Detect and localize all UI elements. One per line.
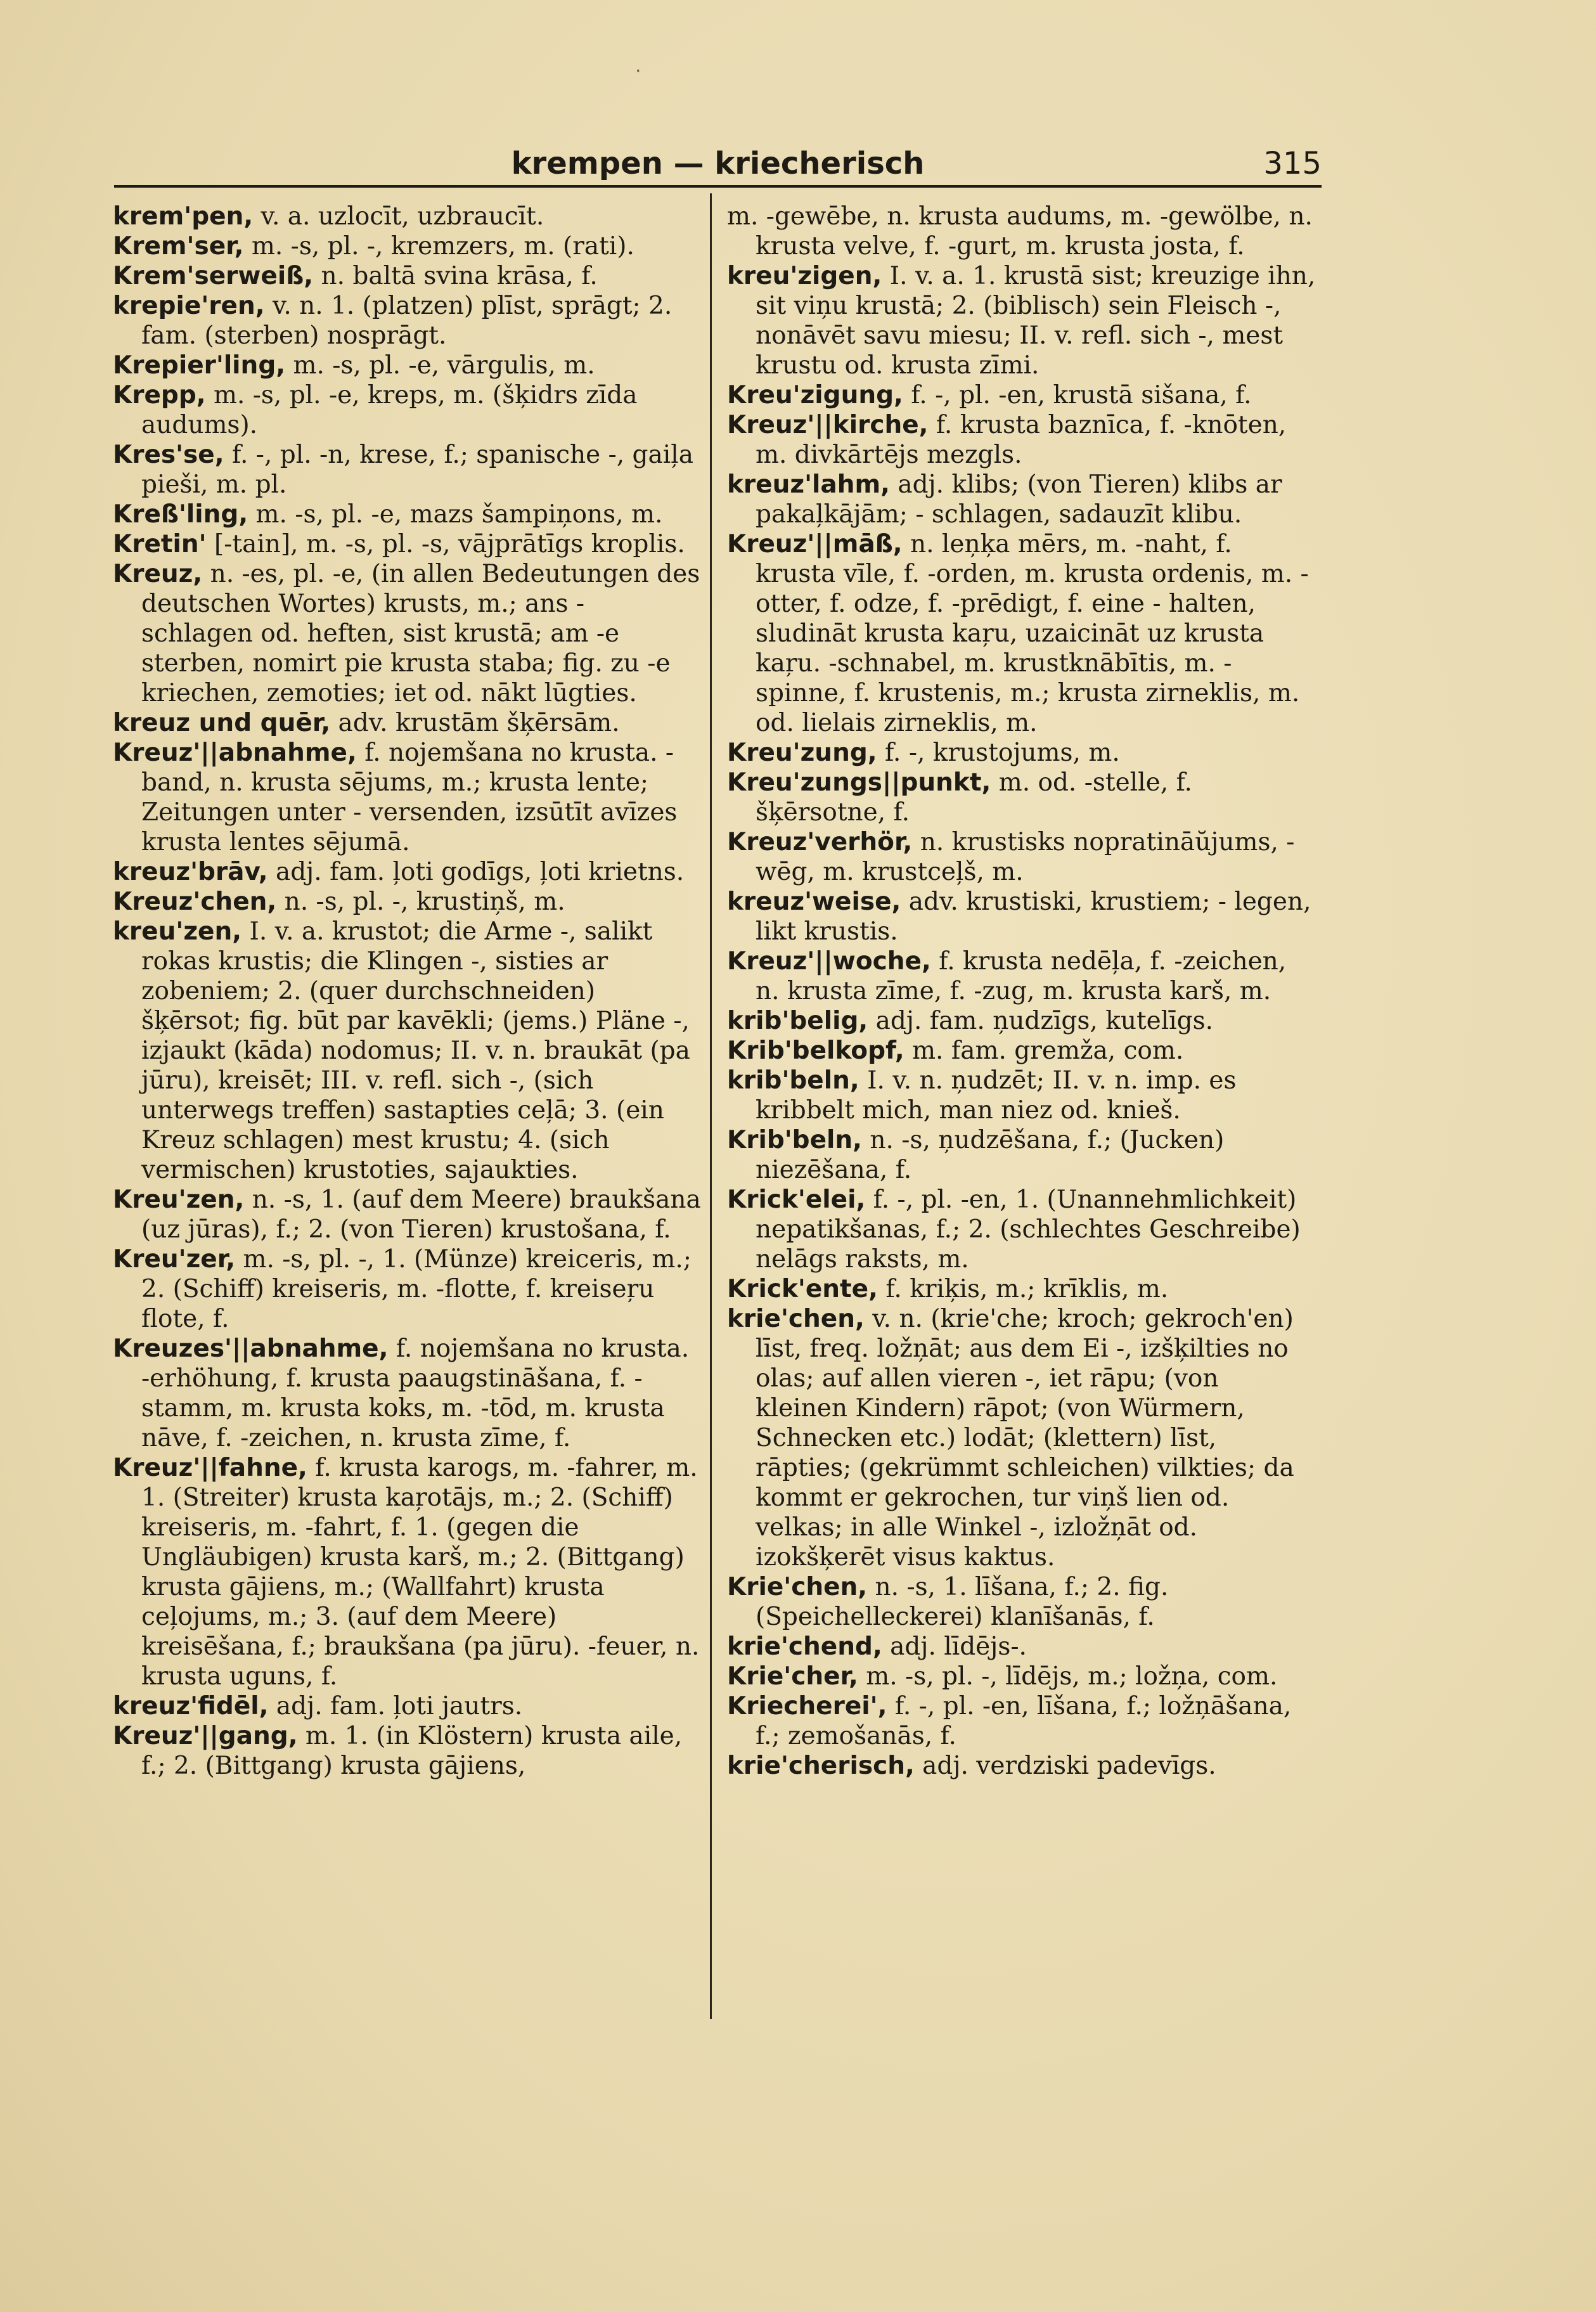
dictionary-entry [727, 261, 1316, 380]
dictionary-entry [727, 380, 1316, 410]
right-column [727, 202, 1316, 1781]
entry-headword: Kreu'zigung, [727, 381, 903, 410]
entry-definition: n. -s, 1. (auf dem Meere) braukšana (uz jūras), f.; 2. (von Tieren) krustošana, f. [141, 1185, 701, 1244]
entry-definition: m. -s, pl. -, 1. (Münze) kreiceris, m.; 2. (Schiff) kreiseris, m. -flotte, f. kreiseŗu flote, f. [141, 1245, 692, 1333]
entry-headword: Krem'serweiß, [113, 262, 314, 290]
dictionary-entry [113, 380, 702, 440]
entry-definition: n. baltā svina krāsa, f. [313, 262, 598, 290]
dictionary-entry [113, 1244, 702, 1334]
dictionary-entry [727, 1632, 1316, 1662]
entry-headword: Krie'cher, [727, 1662, 858, 1691]
entry-definition: adj. fam. ļoti jautrs. [268, 1692, 523, 1721]
entry-definition: I. v. a. krustot; die Arme -, salikt rokas krustis; die Klingen -, sisties ar zobeniem; 2. (quer durchschneiden) šķērsot; fig. būt par kavēkli; (jems.) Pläne -, izjaukt (kāda) nodomus; II. v. n. braukāt (pa jūru), kreisēt; III. v. refl. sich -, (sich unterwegs treffen) sastapties ceļā; 3. (ein Kreuz schlagen) mest krustu; 4. (sich vermischen) krustoties, sajaukties. [141, 917, 690, 1184]
entry-headword: Kreuz'||gang, [113, 1722, 298, 1750]
dictionary-entry [727, 738, 1316, 768]
dictionary-entry [113, 857, 702, 887]
entry-headword: Kreuz'||abnahme, [113, 739, 357, 767]
entry-headword: Kreu'zungs||punkt, [727, 768, 991, 797]
entry-definition: adj. fam. ņudzīgs, kutelīgs. [868, 1007, 1214, 1035]
entry-headword: Kreuz'||māß, [727, 530, 903, 559]
entry-headword: krib'belig, [727, 1007, 868, 1035]
dictionary-entry [113, 500, 702, 529]
entry-headword: Kreß'ling, [113, 500, 248, 529]
entry-definition: m. -s, pl. -, līdējs, m.; ložņa, com. [858, 1662, 1278, 1691]
entry-headword: Kreuzes'||abnahme, [113, 1334, 389, 1363]
dictionary-entry [113, 529, 702, 559]
entry-definition: I. v. n. ņudzēt; II. v. n. imp. es kribbelt mich, man niez od. knieš. [756, 1066, 1237, 1125]
entry-definition: f. -, pl. -en, līšana, f.; ložņāšana, f.; zemošanās, f. [756, 1692, 1292, 1750]
entry-definition: f. nojemšana no krusta. -erhöhung, f. krusta paaugstināšana, f. -stamm, m. krusta koks, m. -tōd, m. krusta nāve, f. -zeichen, n. krusta zīme, f. [141, 1334, 690, 1452]
dictionary-entry [113, 887, 702, 917]
entry-definition: m. -s, pl. -, kremzers, m. (rati). [243, 232, 634, 261]
entry-definition: m. 1. (in Klöstern) krusta aile, f.; 2. (Bittgang) krusta gājiens, [141, 1722, 683, 1780]
entry-definition: n. -s, 1. līšana, f.; 2. fig. (Speichelleckerei) klanīšanās, f. [756, 1573, 1169, 1631]
dictionary-entry [727, 1185, 1316, 1274]
dictionary-entry [113, 261, 702, 291]
dictionary-entry [727, 946, 1316, 1006]
dictionary-entry [113, 440, 702, 500]
dictionary-entry [113, 291, 702, 351]
entry-headword: krie'chend, [727, 1632, 882, 1661]
entry-definition: f. -, krustojums, m. [877, 739, 1120, 767]
entry-definition: adj. fam. ļoti godīgs, ļoti krietns. [267, 858, 685, 886]
entry-definition: n. -es, pl. -e, (in allen Bedeutungen des deutschen Wortes) krusts, m.; ans - schlagen od. heften, sist krustā; am -e sterben, nomirt pie krusta staba; fig. zu -e kriechen, zemoties; iet od. nākt lūgties. [141, 560, 700, 707]
entry-headword: kreuz'brāv, [113, 858, 268, 886]
dictionary-entry [113, 1721, 702, 1781]
dictionary-entry [727, 202, 1316, 261]
entry-headword: kreuz und quēr, [113, 709, 331, 737]
entry-headword: Kreu'zen, [113, 1185, 245, 1214]
entry-headword: Kreu'zer, [113, 1245, 236, 1274]
entry-headword: Kreuz'||kirche, [727, 411, 929, 439]
entry-definition: n. krustisks nopratināŭjums, -wēg, m. krustceļš, m. [756, 828, 1295, 886]
header-rule [114, 185, 1322, 188]
dictionary-entry [113, 231, 702, 261]
page-speck: · [635, 60, 641, 82]
entry-definition: adj. klibs; (von Tieren) klibs ar pakaļkājām; - schlagen, sadauzīt klibu. [756, 470, 1282, 529]
entry-definition: m. od. -stelle, f. šķērsotne, f. [756, 768, 1192, 827]
entry-headword: Krib'belkopf, [727, 1037, 904, 1065]
dictionary-entry [113, 708, 702, 738]
dictionary-entry [113, 1453, 702, 1691]
dictionary-entry [727, 410, 1316, 470]
entry-definition: n. -s, pl. -, krustiņš, m. [276, 888, 565, 916]
entry-headword: kreu'zen, [113, 917, 242, 946]
entry-definition: m. -gewēbe, n. krusta audums, m. -gewölbe, n. krusta velve, f. -gurt, m. krusta josta, f. [727, 202, 1313, 261]
entry-headword: kreuz'lahm, [727, 470, 890, 499]
running-head: krempen — kriecherisch [511, 146, 925, 181]
entry-definition: adv. krustiski, krustiem; - legen, likt krustis. [756, 888, 1311, 946]
dictionary-entry [727, 1006, 1316, 1036]
dictionary-entry [727, 1304, 1316, 1572]
dictionary-entry [113, 1185, 702, 1244]
dictionary-entry [727, 1066, 1316, 1125]
dictionary-entry [727, 1036, 1316, 1066]
entry-headword: Kreu'zung, [727, 739, 877, 767]
entry-headword: kreuz'weise, [727, 888, 901, 916]
entry-headword: krib'beln, [727, 1066, 859, 1095]
dictionary-entry [113, 738, 702, 857]
entry-definition: m. -s, pl. -e, mazs šampiņons, m. [248, 500, 663, 529]
entry-headword: krem'pen, [113, 202, 254, 231]
entry-definition: adv. krustām šķērsām. [330, 709, 620, 737]
dictionary-entry [727, 529, 1316, 738]
entry-definition: m. -s, pl. -e, vārgulis, m. [285, 351, 595, 380]
entry-headword: krie'cherisch, [727, 1752, 915, 1780]
entry-definition: f. nojemšana no krusta. -band, n. krusta sējums, m.; krusta lente; Zeitungen unter - versenden, izsūtīt avīzes krusta lentes sējumā. [141, 739, 678, 856]
dictionary-entry [113, 917, 702, 1185]
page-header [114, 141, 1322, 185]
entry-headword: kreuz'fidēl, [113, 1692, 269, 1721]
entry-definition: f. -, pl. -en, krustā sišana, f. [903, 381, 1252, 410]
dictionary-entry [113, 559, 702, 708]
entry-headword: Krepp, [113, 381, 206, 410]
dictionary-entry [727, 1691, 1316, 1751]
entry-headword: Kriecherei', [727, 1692, 887, 1721]
entry-definition: m. fam. gremža, com. [904, 1037, 1184, 1065]
entry-definition: f. krusta karogs, m. -fahrer, m. 1. (Streiter) krusta kaŗotājs, m.; 2. (Schiff) kreiseris, m. -fahrt, f. 1. (gegen die Ungläubigen) krusta karš, m.; 2. (Bittgang) krusta gājiens, m.; (Wallfahrt) krusta ceļojums, m.; 3. (auf dem Meere) kreisēšana, f.; braukšana (pa jūru). -feuer, n. krusta uguns, f. [141, 1454, 700, 1691]
entry-definition: n. leņķa mērs, m. -naht, f. krusta vīle, f. -orden, m. krusta ordenis, m. -otter, f. odze, f. -prēdigt, f. eine - halten, sludināt krusta kaŗu, uzaicināt uz krusta kaŗu. -schnabel, m. krustknābītis, m. -spinne, f. krustenis, m.; krusta zirneklis, m. od. lielais zirneklis, m. [756, 530, 1309, 737]
page-number: 315 [1263, 146, 1322, 181]
entry-definition: I. v. a. 1. krustā sist; kreuzige ihn, sit viņu krustā; 2. (biblisch) sein Fleisch -, nonāvēt savu miesu; II. v. refl. sich -, mest krustu od. krusta zīmi. [756, 262, 1316, 380]
left-column [113, 202, 702, 1781]
dictionary-entry [727, 768, 1316, 827]
entry-headword: Kreuz'||woche, [727, 947, 931, 976]
entry-definition: m. -s, pl. -e, kreps, m. (šķidrs zīda audums). [141, 381, 638, 439]
dictionary-entry [113, 202, 702, 231]
entry-definition: f. -, pl. -en, 1. (Unannehmlichkeit) nepatikšanas, f.; 2. (schlechtes Geschreibe) nelāgs raksts, m. [756, 1185, 1301, 1274]
dictionary-entry [727, 1751, 1316, 1781]
entry-definition: v. a. uzlocīt, uzbraucīt. [253, 202, 544, 231]
entry-headword: krie'chen, [727, 1305, 865, 1333]
dictionary-entry [727, 1125, 1316, 1185]
entry-headword: Krick'ente, [727, 1275, 878, 1303]
dictionary-entry [113, 1691, 702, 1721]
column-divider [710, 193, 712, 2019]
dictionary-entry [727, 1274, 1316, 1304]
dictionary-entry [727, 1662, 1316, 1691]
dictionary-entry [727, 887, 1316, 946]
dictionary-entry [113, 351, 702, 380]
dictionary-entry [727, 1572, 1316, 1632]
entry-headword: Krem'ser, [113, 232, 244, 261]
entry-headword: Krepier'ling, [113, 351, 286, 380]
entry-definition: f. krusta baznīca, f. -knōten, m. divkārtējs mezgls. [756, 411, 1287, 469]
entry-headword: krepie'ren, [113, 292, 265, 320]
entry-headword: Kreuz'chen, [113, 888, 277, 916]
entry-definition: f. kriķis, m.; krīklis, m. [877, 1275, 1169, 1303]
entry-definition: f. krusta nedēļa, f. -zeichen, n. krusta zīme, f. -zug, m. krusta karš, m. [756, 947, 1287, 1005]
entry-definition: adj. verdziski padevīgs. [914, 1752, 1216, 1780]
entry-definition: f. -, pl. -n, krese, f.; spanische -, gaiļa pieši, m. pl. [141, 441, 693, 499]
entry-headword: Krib'beln, [727, 1126, 862, 1154]
entry-definition: [-tain], m. -s, pl. -s, vājprātīgs kroplis. [206, 530, 685, 559]
entry-headword: Kreuz'verhör, [727, 828, 913, 856]
entry-headword: Kreuz'||fahne, [113, 1454, 307, 1482]
entry-headword: Kres'se, [113, 441, 224, 469]
dictionary-entry [113, 1334, 702, 1453]
entry-definition: v. n. 1. (platzen) plīst, sprāgt; 2. fam. (sterben) nosprāgt. [141, 292, 673, 350]
dictionary-entry [727, 470, 1316, 529]
dictionary-entry [727, 827, 1316, 887]
entry-headword: Krie'chen, [727, 1573, 868, 1601]
entry-definition: adj. līdējs-. [882, 1632, 1027, 1661]
entry-headword: kreu'zigen, [727, 262, 882, 290]
entry-headword: Krick'elei, [727, 1185, 866, 1214]
entry-definition: v. n. (krie'che; kroch; gekroch'en) līst, freq. ložņāt; aus dem Ei -, izšķilties no olas; auf allen vieren -, iet rāpu; (von kleinen Kindern) rāpot; (von Würmern, Schnecken etc.) lodāt; (klettern) līst, rāpties; (gekrümmt schleichen) vilkties; da kommt er gekrochen, tur viņš lien od. velkas; in alle Winkel -, izložņāt od. izokšķerēt visus kaktus. [756, 1305, 1294, 1572]
entry-headword: Kretin' [113, 530, 207, 559]
entry-definition: n. -s, ņudzēšana, f.; (Jucken) niezēšana, f. [756, 1126, 1225, 1184]
entry-headword: Kreuz, [113, 560, 203, 588]
